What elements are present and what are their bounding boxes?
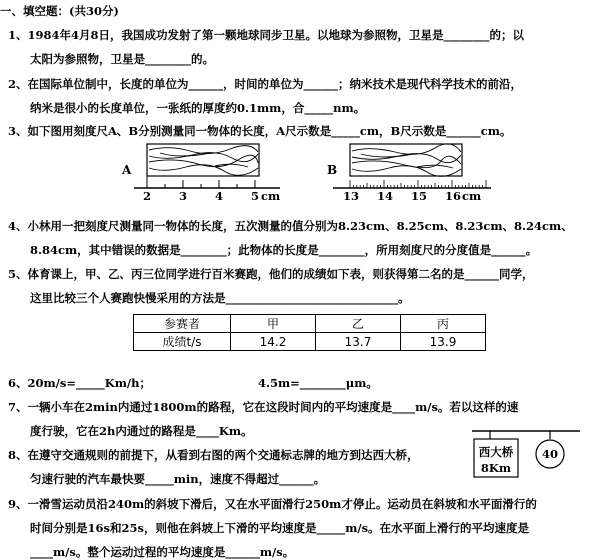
q3-line1: 3、如下图用刻度尺A、B分别测量同一物体的长度，A尺示数是_____cm，B尺示数是______cm。	[8, 124, 512, 138]
ruler-a-tick-4: 4	[215, 189, 224, 202]
q6-part1: 6、20m/s=_____Km/h；	[8, 376, 151, 390]
ruler-a-unit: cm	[261, 189, 281, 202]
ruler-a-label: A	[122, 163, 132, 177]
table-row	[134, 333, 486, 351]
ruler-b-label: B	[327, 163, 338, 177]
q1-line1: 1、1984年4月8日，我国成功发射了第一颗地球同步卫星。以地球为参照物，卫星是________的；以	[8, 28, 525, 42]
ruler-a-tick-3: 3	[179, 189, 188, 202]
bridge-distance-text: 8Km	[480, 461, 512, 475]
q2-line2: 纳米是很小的长度单位，一张纸的厚度约0.1mm，合_____nm。	[30, 101, 366, 115]
q7-line2: 度行驶，它在2h内通过的路程是____Km。	[30, 424, 253, 438]
q9-line1: 9、一滑雪运动员沿240m的斜坡下滑后，又在水平面滑行250m才停止。运动员在斜坡和水平面滑行的	[8, 497, 537, 511]
q5-line2: 这里比较三个人赛跑快慢采用的方法是______________________________。	[30, 291, 410, 305]
q2-line1: 2、在国际单位制中，长度的单位为______，时间的单位为______；纳米技术是现代科学技术的前沿，	[8, 77, 522, 91]
ruler-b-tick-13: 13	[343, 189, 360, 202]
ruler-b-tick-15: 15	[411, 189, 428, 202]
q5-line1: 5、体育课上，甲、乙、丙三位同学进行百米赛跑，他们的成绩如下表，则获得第二名的是______同学，	[8, 267, 534, 281]
ruler-a-tick-2: 2	[143, 189, 152, 202]
bridge-name-text: 西大桥	[478, 445, 514, 459]
ruler-b-tick-14: 14	[377, 189, 394, 202]
ruler-b-unit: cm	[462, 189, 482, 202]
traffic-signs-figure	[470, 427, 585, 482]
q7-line1: 7、一辆小车在2min内通过1800m的路程，它在这段时间内的平均速度是____m/s。若以这样的速	[8, 400, 519, 414]
q4-line1: 4、小林用一把刻度尺测量同一物体的长度，五次测量的值分别为8.23cm、8.25cm、8.23cm、8.24cm、	[8, 219, 573, 233]
q8-line2: 匀速行驶的汽车最快要_____min，速度不得超过______。	[30, 472, 326, 486]
results-table	[133, 314, 486, 351]
table-header-cell: 丙	[401, 315, 486, 333]
table-header-row	[134, 315, 486, 333]
table-cell: 13.7	[316, 333, 401, 351]
q1-line2: 太阳为参照物，卫星是________的。	[30, 52, 214, 66]
table-header-cell: 乙	[316, 315, 401, 333]
table-header-cell: 参赛者	[134, 315, 231, 333]
speed-limit-text: 40	[541, 447, 559, 461]
ruler-b-ticks	[350, 180, 486, 188]
q8-line1: 8、在遵守交通规则的前提下，从看到右图的两个交通标志牌的地方到达西大桥，	[8, 448, 419, 462]
ruler-b-tick-16: 16	[445, 189, 462, 202]
q6-part2: 4.5m=________μm。	[258, 376, 378, 390]
table-row-label: 成绩t/s	[134, 333, 231, 351]
table-cell: 13.9	[401, 333, 486, 351]
table-cell: 14.2	[231, 333, 316, 351]
table-header-cell: 甲	[231, 315, 316, 333]
ruler-a-ticks	[147, 180, 255, 188]
q9-line2: 时间分别是16s和25s，则他在斜坡上下滑的平均速度是_____m/s。在水平面上滑行的平均速度是	[30, 521, 530, 535]
ruler-a-tick-5: 5	[251, 189, 260, 202]
q4-line2: 8.84cm，其中错误的数据是________；此物体的长度是________，所用刻度尺的分度值是______。	[30, 243, 538, 257]
section-title: 一、填空题：(共30分)	[0, 4, 119, 18]
q9-line3: ____m/s。整个运动过程的平均速度是______m/s。	[30, 545, 295, 559]
ruler-b-figure	[325, 140, 495, 202]
ruler-a-figure	[120, 140, 285, 202]
